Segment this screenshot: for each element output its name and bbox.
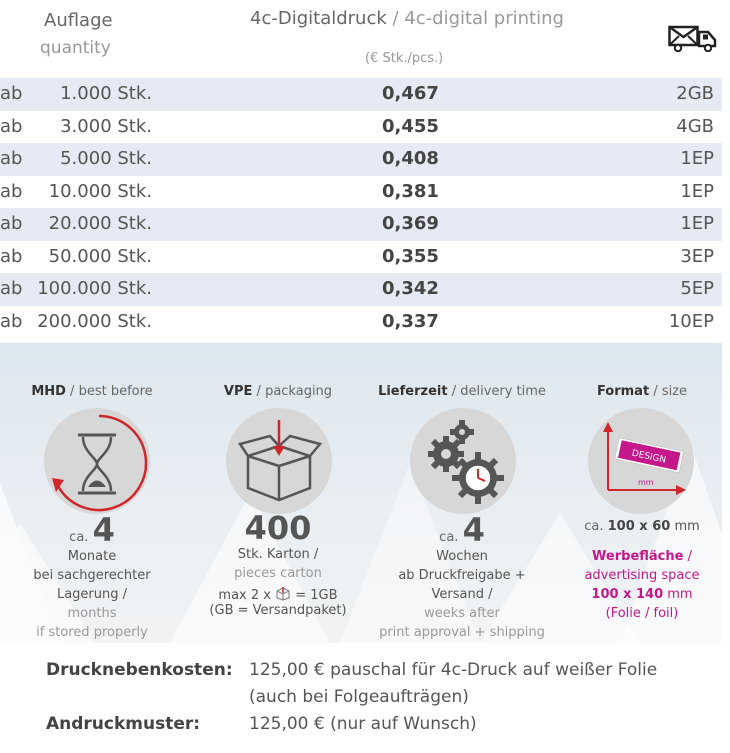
table-header [0, 0, 730, 78]
mhd-title: MHD / best before [31, 384, 153, 399]
row-shipping: 3EP [680, 245, 714, 267]
row-shipping: 2GB [676, 83, 714, 104]
row-price: 0,381 [382, 180, 439, 202]
table-row [0, 111, 722, 144]
hourglass-icon [44, 408, 150, 514]
row-shipping: 1EP [680, 180, 714, 202]
price-unit: (€ Stk./pcs.) [365, 51, 444, 66]
vpe-text [188, 509, 368, 618]
delivery-line1: Wochen [436, 549, 488, 564]
row-price: 0,455 [382, 115, 439, 137]
table-row [0, 241, 722, 274]
format-title: Format / size [596, 384, 688, 399]
format-line2: advertising space [584, 568, 700, 583]
row-quantity: 1.000 Stk. [60, 83, 152, 104]
delivery-line3: weeks after [424, 606, 500, 621]
proof-value: 125,00 € (nur auf Wunsch) [249, 714, 477, 734]
delivery-title: Lieferzeit / delivery time [378, 384, 546, 399]
vpe-number: 400 [244, 509, 312, 547]
row-quantity: 100.000 Stk. [37, 278, 152, 299]
delivery-title-de: Lieferzeit [378, 384, 448, 399]
format-line4: (Folie / foil) [605, 606, 679, 621]
row-price: 0,342 [382, 278, 439, 299]
price-header-de: 4c-Digitaldruck [250, 8, 387, 29]
format-size-pre: ca. [584, 519, 604, 534]
mhd-line2: bei sachgerechter Lagerung / [33, 568, 151, 602]
row-prefix: ab [0, 245, 23, 267]
row-prefix: ab [0, 278, 23, 299]
costs-value-2: (auch bei Folgeaufträgen) [249, 687, 469, 707]
vpe-line4: (GB = Versandpaket) [209, 603, 347, 618]
info-panel [0, 343, 722, 643]
quantity-header-en: quantity [40, 38, 111, 58]
vpe-title: VPE / packaging [223, 384, 333, 399]
row-prefix: ab [0, 115, 23, 137]
row-price: 0,337 [382, 310, 439, 332]
price-table [0, 78, 722, 338]
format-line1-sep: / [683, 549, 692, 564]
format-title-en: size [661, 384, 688, 399]
row-shipping: 10EP [668, 310, 714, 332]
row-shipping: 5EP [680, 278, 714, 299]
vpe-title-en: packaging [265, 384, 333, 399]
row-quantity: 50.000 Stk. [48, 245, 152, 267]
mhd-number: 4 [92, 511, 115, 549]
format-size-value: 100 x 60 [607, 519, 671, 534]
table-row [0, 208, 722, 241]
table-row [0, 78, 722, 111]
table-row [0, 176, 722, 209]
mhd-title-en: best before [78, 384, 153, 399]
delivery-number: 4 [462, 511, 485, 549]
mhd-title-de: MHD [31, 384, 66, 399]
mhd-text [2, 511, 182, 642]
price-header-en: 4c-digital printing [404, 8, 564, 29]
box-small-icon [275, 587, 291, 601]
row-shipping: 1EP [680, 148, 714, 169]
design-label: DESIGN [630, 448, 667, 466]
delivery-line2: ab Druckfreigabe + Versand / [398, 568, 526, 602]
row-price: 0,467 [382, 83, 439, 104]
row-quantity: 3.000 Stk. [60, 115, 152, 137]
row-quantity: 20.000 Stk. [48, 213, 152, 234]
row-price: 0,408 [382, 148, 439, 169]
row-quantity: 5.000 Stk. [60, 148, 152, 169]
delivery-line4: print approval + shipping [379, 625, 545, 640]
row-quantity: 10.000 Stk. [48, 180, 152, 202]
row-prefix: ab [0, 180, 23, 202]
row-prefix: ab [0, 310, 23, 332]
costs-value: 125,00 € pauschal für 4c-Druck auf weißer Folie [249, 660, 658, 680]
vpe-line1: Stk. Karton / [237, 547, 319, 562]
delivery-ca: ca. [439, 530, 459, 545]
format-size-unit: mm [674, 519, 700, 534]
row-shipping: 1EP [680, 213, 714, 234]
row-prefix: ab [0, 213, 23, 234]
row-quantity: 200.000 Stk. [37, 310, 152, 332]
format-title-de: Format [596, 384, 650, 399]
format-line1: Werbefläche [592, 549, 684, 564]
delivery-text [372, 511, 552, 642]
row-shipping: 4GB [676, 115, 714, 137]
format-text [552, 515, 722, 623]
row-prefix: ab [0, 83, 23, 104]
truck-mail-icon [668, 22, 718, 52]
price-header-sep: / [386, 8, 405, 29]
vpe-line3-pre: max 2 x [218, 588, 271, 603]
box-icon [226, 408, 332, 514]
vpe-title-de: VPE [223, 384, 253, 399]
format-line3-value: 100 x 140 [591, 587, 664, 602]
gears-clock-icon [410, 408, 516, 514]
delivery-title-en: delivery time [460, 384, 546, 399]
proof-label: Andruckmuster: [46, 714, 201, 734]
vpe-line3-post: = 1GB [295, 588, 338, 603]
mhd-line3: months [67, 606, 117, 621]
design-format-icon [588, 408, 694, 514]
mhd-ca: ca. [69, 530, 89, 545]
vpe-line2: pieces carton [234, 566, 322, 581]
mhd-line1: Monate [67, 549, 117, 564]
table-row [0, 306, 722, 339]
mhd-line4: if stored properly [36, 625, 148, 640]
table-row [0, 273, 722, 306]
row-prefix: ab [0, 148, 23, 169]
table-row [0, 143, 722, 176]
costs-label: Drucknebenkosten: [46, 660, 233, 680]
row-price: 0,355 [382, 245, 439, 267]
format-line3-unit: mm [667, 587, 693, 602]
design-mm-label: mm [638, 478, 654, 487]
row-price: 0,369 [382, 213, 439, 234]
quantity-header-de: Auflage [44, 10, 113, 31]
price-header [250, 8, 564, 29]
